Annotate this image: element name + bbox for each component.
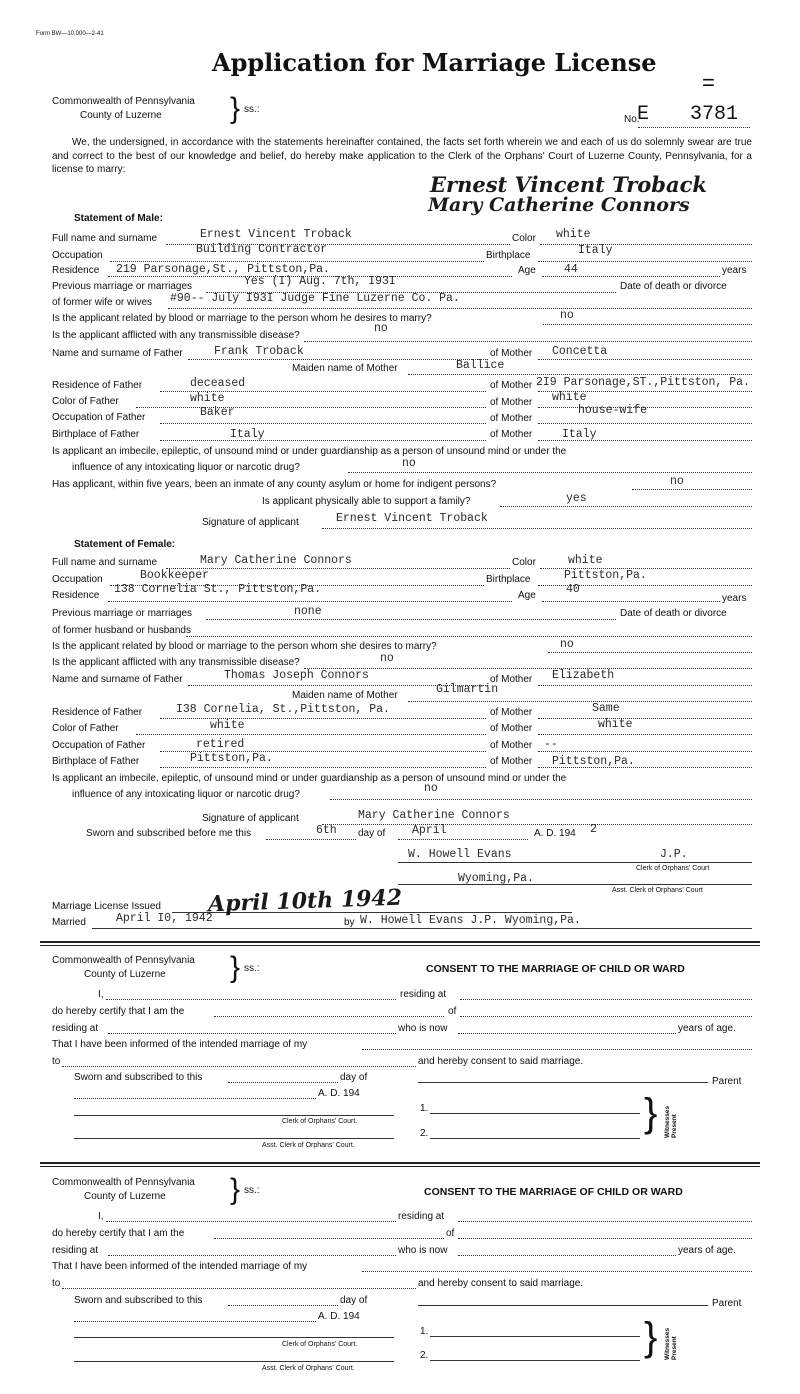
line — [166, 568, 510, 569]
male-occupation: Building Contractor — [196, 243, 328, 256]
female-mother-occupation: -- — [544, 738, 558, 751]
ss-label: ss.: — [244, 963, 260, 974]
line — [74, 1138, 394, 1139]
section-divider — [40, 1162, 760, 1167]
line — [408, 374, 752, 375]
consent-label: I, — [98, 989, 104, 1000]
line — [106, 1221, 396, 1222]
consent-label: A. D. 194 — [318, 1088, 360, 1099]
section-divider — [40, 941, 760, 946]
sworn-official: W. Howell Evans — [408, 848, 512, 861]
line — [108, 1255, 396, 1256]
male-mother-maiden: Ballice — [456, 359, 505, 372]
license-no-line — [638, 127, 750, 128]
male-related: no — [560, 309, 574, 322]
male-mother-color: white — [552, 391, 587, 404]
label-sworn: Sworn and subscribed before me this — [86, 828, 252, 839]
consent-label: who is now — [398, 1023, 448, 1034]
female-related: no — [560, 638, 574, 651]
female-mother-color: white — [598, 718, 633, 731]
sworn-year-digit: 2 — [590, 823, 597, 836]
label-residence: Residence — [52, 265, 100, 276]
line — [500, 506, 752, 507]
line — [304, 341, 752, 342]
line — [430, 1336, 640, 1337]
line — [540, 244, 752, 245]
ss-label: ss.: — [244, 1185, 260, 1196]
line — [62, 1288, 416, 1289]
line — [62, 1066, 416, 1067]
consent-jurisdiction-line1: Commonwealth of Pennsylvania — [52, 955, 195, 966]
line — [304, 668, 752, 669]
label-disease: Is the applicant afflicted with any transmissible disease? — [52, 330, 300, 341]
consent-heading: CONSENT TO THE MARRIAGE OF CHILD OR WARD — [426, 963, 685, 975]
male-full-name: Ernest Vincent Troback — [200, 228, 352, 241]
sworn-month: April — [412, 824, 447, 837]
line — [92, 928, 752, 929]
label-of-mother: of Mother — [490, 756, 533, 767]
label-color: Color — [512, 233, 536, 244]
female-full-name: Mary Catherine Connors — [200, 554, 352, 567]
consent-label: of — [448, 1006, 457, 1017]
jurisdiction-line2: County of Luzerne — [80, 110, 162, 121]
label-of-mother: of Mother — [490, 348, 533, 359]
line — [74, 1098, 316, 1099]
consent-label: That I have been informed of the intended marriage of my — [52, 1039, 308, 1050]
consent-label: I, — [98, 1211, 104, 1222]
female-heading: Statement of Female: — [74, 539, 176, 550]
consent-label: who is now — [398, 1245, 448, 1256]
label-of-mother: of Mother — [490, 674, 533, 685]
line — [266, 839, 356, 840]
line — [168, 308, 752, 309]
line — [542, 601, 720, 602]
line — [160, 423, 486, 424]
label-asylum: Has applicant, within five years, been an inmate of any county asylum or home for indigent persons? — [52, 479, 497, 490]
handwritten-name-female: Mary Catherine Connors — [428, 194, 690, 216]
male-father-name: Frank Troback — [214, 345, 304, 358]
label-day-of: day of — [358, 828, 386, 839]
line — [322, 824, 752, 825]
label-related: Is the applicant related by blood or marriage to the person whom he desires to marry? — [52, 313, 432, 324]
label-full-name: Full name and surname — [52, 233, 158, 244]
female-father-occupation: retired — [196, 738, 245, 751]
license-no-number: 3781 — [690, 103, 739, 126]
line — [538, 359, 752, 360]
consent-jurisdiction-line2: County of Luzerne — [84, 969, 166, 980]
line — [460, 1016, 752, 1017]
label-imbecile-1: Is applicant an imbecile, epileptic, of unsound mind or under guardianship as a person of unsound mind or under the — [52, 773, 567, 784]
female-mother-name: Elizabeth — [552, 669, 615, 682]
label-birthplace-father: Birthplace of Father — [52, 756, 140, 767]
consent-label: day of — [340, 1072, 368, 1083]
label-color: Color — [512, 557, 536, 568]
male-disease: no — [374, 322, 388, 335]
label-married: Married — [52, 917, 86, 928]
female-mother-maiden: Gilmartin — [436, 683, 499, 696]
line — [214, 1016, 444, 1017]
label-full-name: Full name and surname — [52, 557, 158, 568]
male-age: 44 — [564, 263, 578, 276]
label-maiden-name: Maiden name of Mother — [292, 690, 398, 701]
line — [74, 1361, 394, 1362]
female-color: white — [568, 554, 603, 567]
female-father-name: Thomas Joseph Connors — [224, 669, 369, 682]
line — [398, 839, 528, 840]
label-residence-father: Residence of Father — [52, 380, 143, 391]
line — [160, 718, 486, 719]
line — [418, 1305, 708, 1306]
consent-label: Sworn and subscribed to this — [74, 1295, 203, 1306]
consent-jurisdiction-line2: County of Luzerne — [84, 1191, 166, 1202]
male-former-spouse: #90-- July I93I Judge Fine Luzerne Co. Pa. — [170, 292, 460, 305]
line — [398, 884, 752, 885]
male-father-birthplace: Italy — [230, 428, 265, 441]
female-previous-marriage: none — [294, 605, 322, 618]
male-father-residence: deceased — [190, 377, 246, 390]
witnesses-label: Witnesses Present — [664, 1327, 678, 1360]
label-license-issued: Marriage License Issued — [52, 901, 161, 912]
consent-label: Parent — [712, 1298, 742, 1309]
line — [458, 1255, 676, 1256]
line — [538, 423, 752, 424]
label-related: Is the applicant related by blood or marriage to the person whom she desires to marry? — [52, 641, 437, 652]
form-title: Application for Marriage License — [212, 48, 657, 77]
line — [460, 999, 752, 1000]
male-father-occupation: Baker — [200, 406, 235, 419]
consent-label: Asst. Clerk of Orphans' Court. — [262, 1142, 355, 1149]
line — [458, 1033, 676, 1034]
consent-label: to — [52, 1278, 61, 1289]
label-years: years — [722, 593, 747, 604]
label-birthplace: Birthplace — [486, 574, 531, 585]
consent-label: residing at — [400, 989, 447, 1000]
line — [106, 999, 396, 1000]
label-of-mother: of Mother — [490, 740, 533, 751]
label-maiden-name: Maiden name of Mother — [292, 363, 398, 374]
label-of-mother: of Mother — [490, 707, 533, 718]
line — [458, 1238, 752, 1239]
female-mother-birthplace: Pittston,Pa. — [552, 755, 635, 768]
line — [538, 685, 752, 686]
label-imbecile-1: Is applicant an imbecile, epileptic, of unsound mind or under guardianship as a person of unsound mind or under the — [52, 446, 567, 457]
line — [322, 528, 752, 529]
line — [430, 1360, 640, 1361]
line — [348, 472, 752, 473]
sworn-day: 6th — [316, 824, 337, 837]
label-occupation-father: Occupation of Father — [52, 412, 146, 423]
label-signature: Signature of applicant — [202, 813, 299, 824]
line — [186, 636, 752, 637]
number-mark: = — [702, 70, 715, 95]
consent-label: 1. — [420, 1103, 429, 1114]
ss-label: ss.: — [244, 104, 260, 115]
consent-label: 2. — [420, 1350, 429, 1361]
line — [160, 767, 486, 768]
label-former-husband: of former husband or husbands — [52, 625, 191, 636]
form-code: Form BW—10,000—2-41 — [36, 31, 104, 37]
label-years: years — [722, 265, 747, 276]
label-age: Age — [518, 265, 536, 276]
consent-label: 1. — [420, 1326, 429, 1337]
male-color: white — [556, 228, 591, 241]
label-imbecile-2: influence of any intoxicating liquor or narcotic drug? — [72, 789, 300, 800]
male-mother-residence: 2I9 Parsonage,ST.,Pittston, Pa. — [536, 376, 750, 389]
line — [632, 489, 752, 490]
line — [398, 862, 752, 863]
line — [408, 701, 752, 702]
label-father-name: Name and surname of Father — [52, 348, 183, 359]
consent-label: do hereby certify that I am the — [52, 1228, 185, 1239]
witnesses-label: Witnesses Present — [664, 1105, 678, 1138]
line — [206, 619, 616, 620]
label-previous-marriage: Previous marriage or marriages — [52, 608, 193, 619]
female-father-residence: I38 Cornelia, St.,Pittston, Pa. — [176, 703, 390, 716]
male-imbecile: no — [402, 457, 416, 470]
line — [228, 1082, 338, 1083]
male-mother-occupation: house-wife — [578, 404, 648, 417]
license-issued-date: April 10th 1942 — [207, 884, 403, 918]
label-of-mother: of Mother — [490, 429, 533, 440]
brace: } — [230, 951, 241, 984]
label-previous-marriage: Previous marriage or marriages — [52, 281, 193, 292]
line — [543, 324, 752, 325]
label-former-wife: of former wife or wives — [52, 297, 153, 308]
line — [188, 359, 488, 360]
line — [74, 1337, 394, 1338]
label-father-name: Name and surname of Father — [52, 674, 183, 685]
label-residence: Residence — [52, 590, 100, 601]
consent-label: to — [52, 1056, 61, 1067]
line — [108, 1033, 396, 1034]
label-signature: Signature of applicant — [202, 517, 299, 528]
label-age: Age — [518, 590, 536, 601]
married-date: April I0, 1942 — [116, 912, 213, 925]
consent-label: years of age. — [678, 1245, 736, 1256]
female-mother-residence: Same — [592, 702, 620, 715]
line — [74, 1321, 316, 1322]
line — [160, 440, 486, 441]
label-color-father: Color of Father — [52, 396, 119, 407]
line — [74, 1115, 394, 1116]
male-mother-name: Concetta — [552, 345, 608, 358]
line — [430, 1138, 640, 1139]
female-residence: 138 Cornelia St., Pittston,Pa. — [114, 583, 322, 596]
line — [430, 1113, 640, 1114]
male-signature: Ernest Vincent Troback — [336, 512, 488, 525]
male-birthplace: Italy — [578, 244, 613, 257]
consent-label: 2. — [420, 1128, 429, 1139]
male-father-color: white — [190, 392, 225, 405]
consent-label: That I have been informed of the intended marriage of my — [52, 1261, 308, 1272]
label-asst-clerk: Asst. Clerk of Orphans' Court — [612, 887, 703, 894]
label-date-death-divorce: Date of death or divorce — [620, 281, 727, 292]
label-of-mother: of Mother — [490, 380, 533, 391]
line — [362, 1271, 752, 1272]
line — [548, 652, 752, 653]
jurisdiction-line1: Commonwealth of Pennsylvania — [52, 96, 195, 107]
handwritten-name-male: Ernest Vincent Troback — [430, 172, 707, 197]
female-age: 40 — [566, 583, 580, 596]
consent-label: Asst. Clerk of Orphans' Court. — [262, 1365, 355, 1372]
consent-label: do hereby certify that I am the — [52, 1006, 185, 1017]
label-occupation: Occupation — [52, 574, 103, 585]
consent-label: day of — [340, 1295, 368, 1306]
label-ad: A. D. 194 — [534, 828, 576, 839]
male-support: yes — [566, 492, 587, 505]
line — [228, 1305, 338, 1306]
line — [136, 407, 486, 408]
consent-label: Clerk of Orphans' Court. — [282, 1341, 358, 1348]
label-support: Is applicant physically able to support a family? — [262, 496, 471, 507]
line — [542, 276, 720, 277]
label-date-death-divorce: Date of death or divorce — [620, 608, 727, 619]
line — [538, 734, 752, 735]
female-imbecile: no — [424, 782, 438, 795]
consent-label: and hereby consent to said marriage. — [418, 1056, 584, 1067]
female-signature: Mary Catherine Connors — [358, 809, 510, 822]
label-residence-father: Residence of Father — [52, 707, 143, 718]
consent-label: Clerk of Orphans' Court. — [282, 1118, 358, 1125]
consent-label: A. D. 194 — [318, 1311, 360, 1322]
label-by: by — [344, 917, 355, 928]
line — [538, 261, 752, 262]
married-by: W. Howell Evans J.P. Wyoming,Pa. — [360, 914, 581, 927]
line — [538, 718, 752, 719]
female-father-birthplace: Pittston,Pa. — [190, 752, 273, 765]
label-color-father: Color of Father — [52, 723, 119, 734]
consent-label: and hereby consent to said marriage. — [418, 1278, 584, 1289]
consent-jurisdiction-line1: Commonwealth of Pennsylvania — [52, 1177, 195, 1188]
line — [362, 1049, 752, 1050]
license-no-label: No. — [624, 114, 640, 125]
intro-paragraph: We, the undersigned, in accordance with the statements hereinafter contained, the facts set forth wherein we and each of us do solemnly swear are true and correct to the best of our knowledge and belief, do hereby make application to the Clerk of the Orphans' Court of Luzerne County, Pennsylvania, for a license to marry: — [52, 137, 752, 175]
label-of-mother: of Mother — [490, 397, 533, 408]
line — [108, 601, 512, 602]
female-occupation: Bookkeeper — [140, 569, 210, 582]
label-of-mother: of Mother — [490, 723, 533, 734]
consent-label: Parent — [712, 1076, 742, 1087]
consent-label: Sworn and subscribed to this — [74, 1072, 203, 1083]
line — [136, 734, 486, 735]
consent-label: years of age. — [678, 1023, 736, 1034]
consent-label: of — [446, 1228, 455, 1239]
line — [538, 751, 752, 752]
line — [214, 1238, 444, 1239]
line — [110, 261, 484, 262]
consent-heading: CONSENT TO THE MARRIAGE OF CHILD OR WARD — [424, 1186, 683, 1198]
label-birthplace-father: Birthplace of Father — [52, 429, 140, 440]
label-clerk: Clerk of Orphans' Court — [636, 865, 710, 872]
line — [458, 1221, 752, 1222]
line — [330, 799, 752, 800]
male-mother-birthplace: Italy — [562, 428, 597, 441]
male-residence: 219 Parsonage,St., Pittston,Pa. — [116, 263, 330, 276]
male-previous-marriage: Yes (I) Aug. 7th, I93I — [244, 275, 396, 288]
consent-label: residing at — [398, 1211, 445, 1222]
label-occupation: Occupation — [52, 250, 103, 261]
brace: } — [230, 1173, 241, 1206]
brace: } — [230, 92, 241, 125]
line — [418, 1082, 708, 1083]
license-no-prefix: E — [637, 103, 650, 126]
male-heading: Statement of Male: — [74, 213, 163, 224]
female-father-color: white — [210, 719, 245, 732]
consent-label: residing at — [52, 1245, 99, 1256]
female-birthplace: Pittston,Pa. — [564, 569, 647, 582]
brace: } — [644, 1315, 658, 1359]
label-of-mother: of Mother — [490, 413, 533, 424]
label-occupation-father: Occupation of Father — [52, 740, 146, 751]
sworn-place: Wyoming,Pa. — [458, 872, 534, 885]
brace: } — [644, 1091, 658, 1135]
label-disease: Is the applicant afflicted with any transmissible disease? — [52, 657, 300, 668]
consent-label: residing at — [52, 1023, 99, 1034]
sworn-official-title: J.P. — [660, 848, 688, 861]
male-asylum: no — [670, 475, 684, 488]
label-birthplace: Birthplace — [486, 250, 531, 261]
label-imbecile-2: influence of any intoxicating liquor or narcotic drug? — [72, 462, 300, 473]
female-disease: no — [380, 652, 394, 665]
